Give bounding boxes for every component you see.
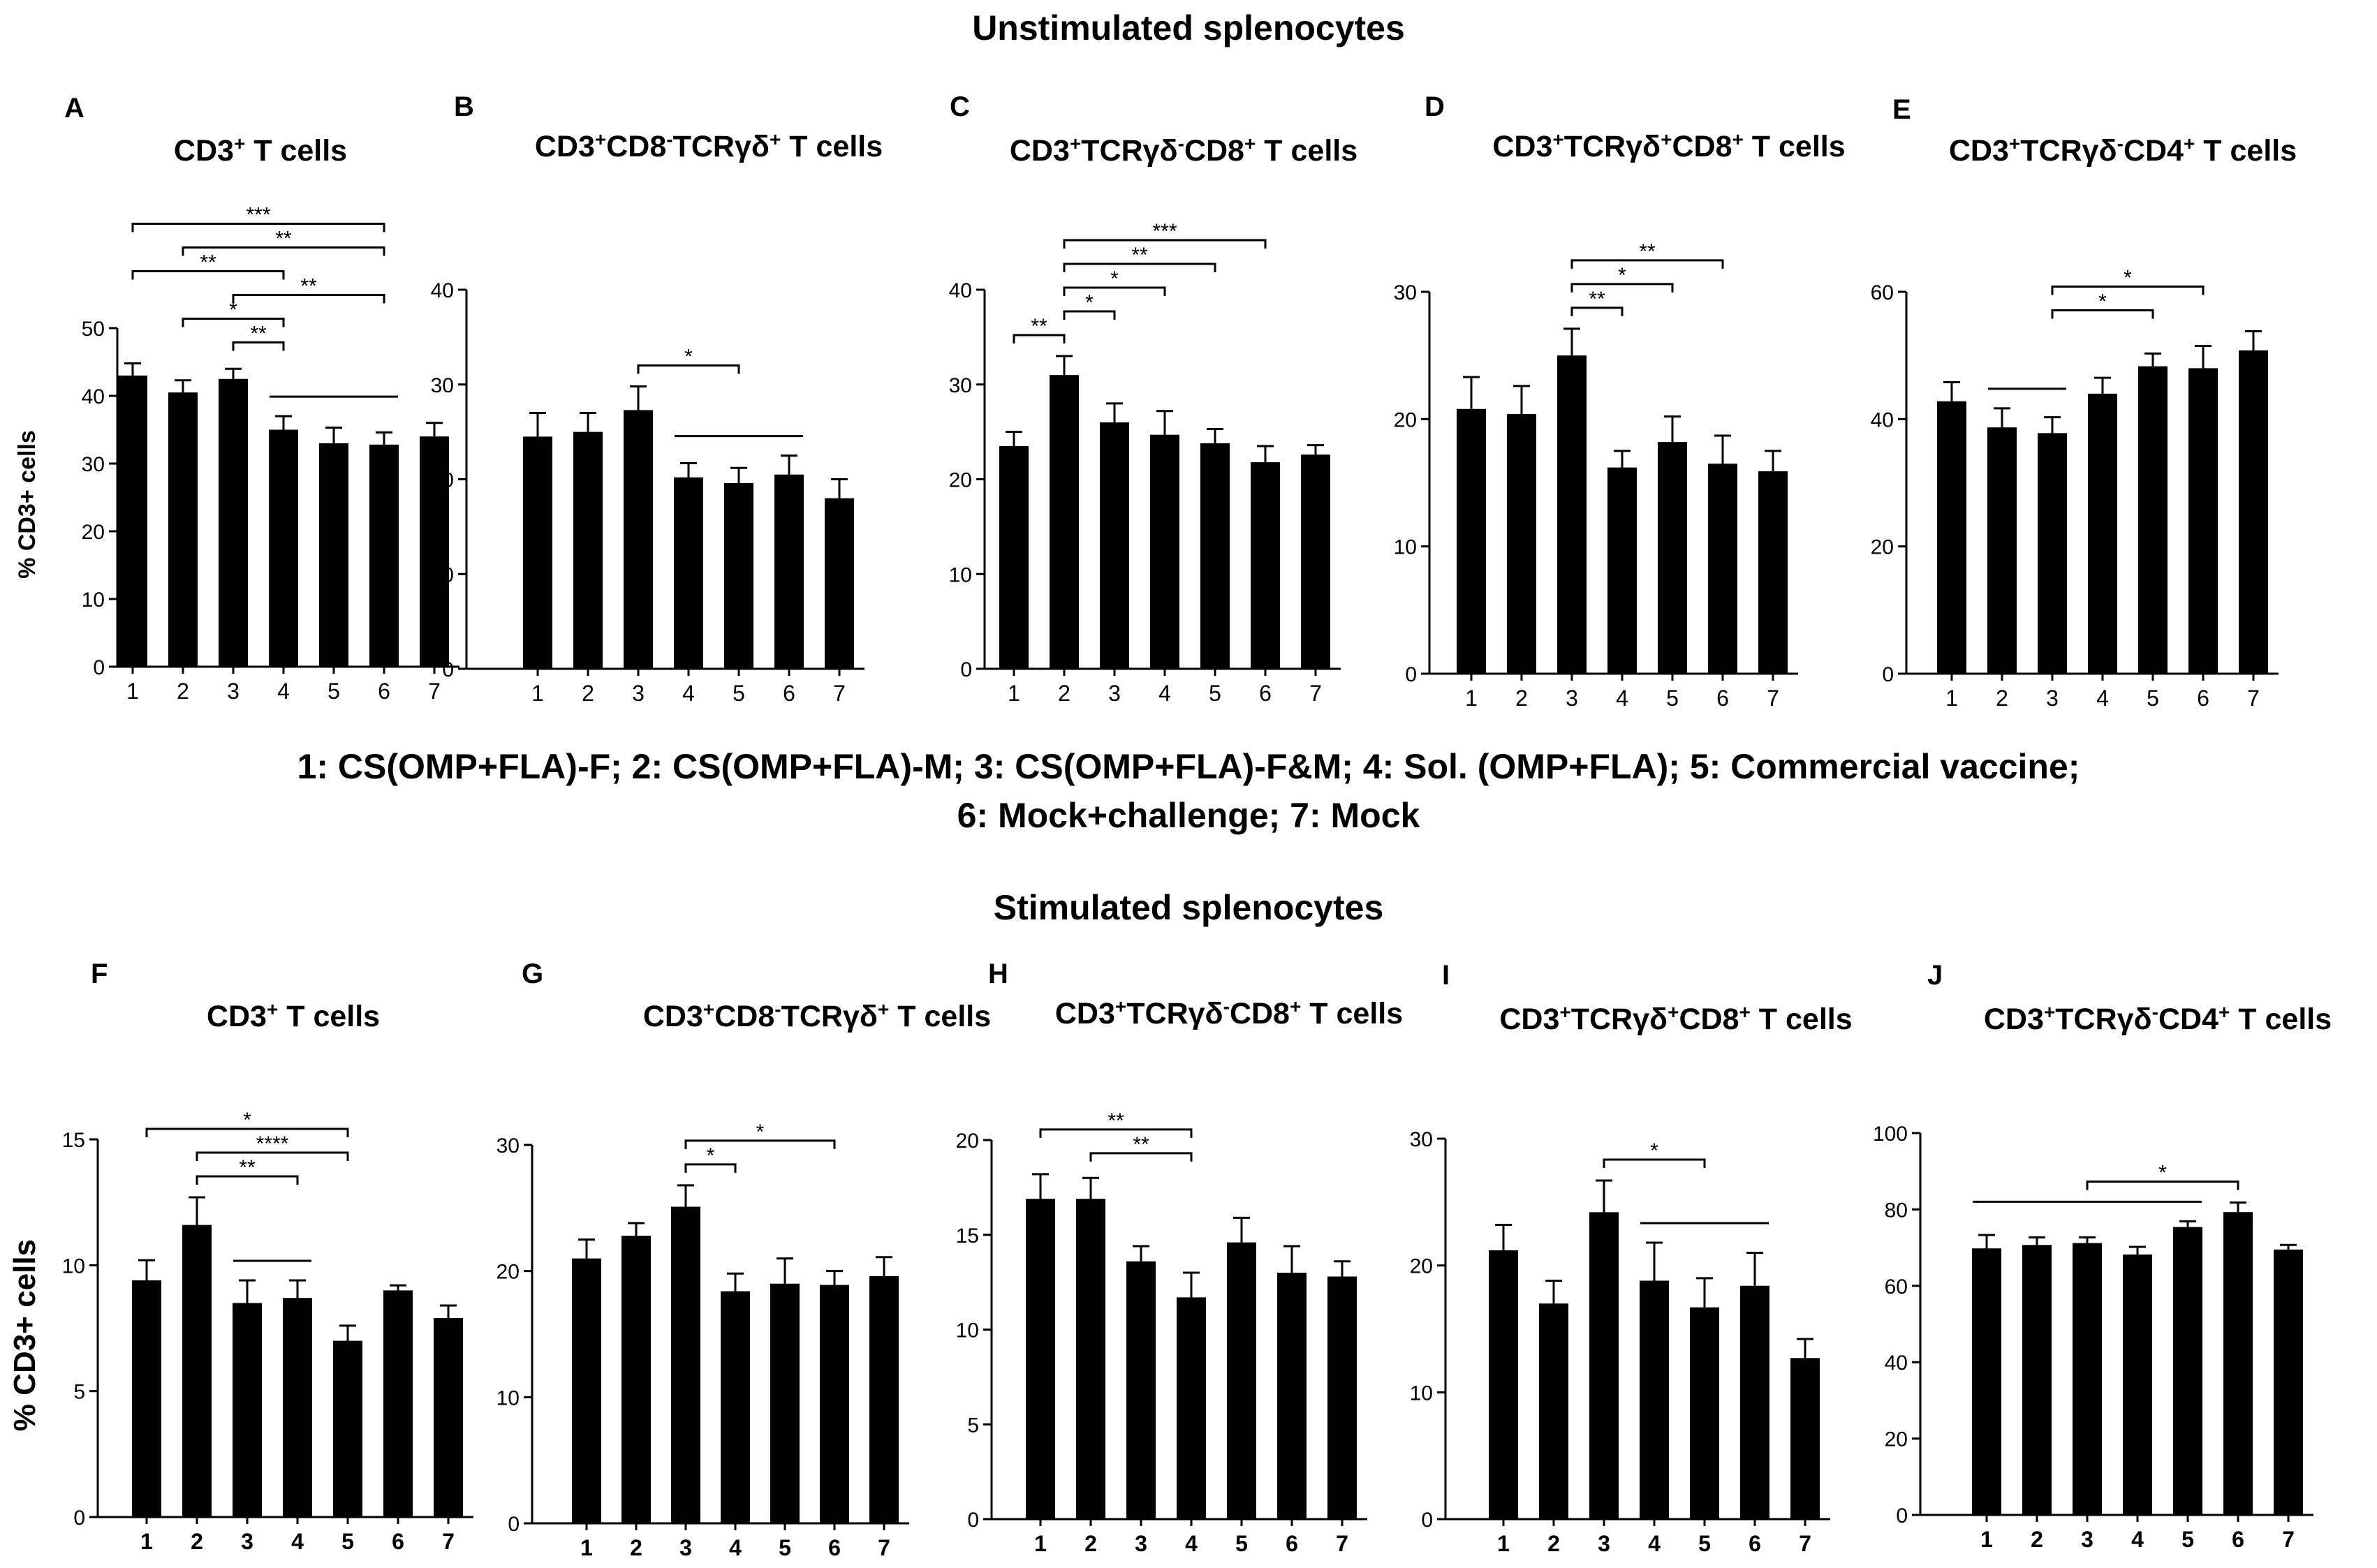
x-tick-label: 7 — [428, 679, 441, 704]
significance-label: * — [684, 345, 693, 369]
bar — [219, 379, 248, 667]
bar — [2022, 1245, 2052, 1515]
bar — [1301, 454, 1330, 669]
panel-b — [431, 91, 883, 706]
y-tick-label: 40 — [1884, 1352, 1908, 1375]
y-tick-label: 0 — [967, 1509, 979, 1532]
x-tick-label: 4 — [277, 679, 290, 704]
x-tick-label: 5 — [1235, 1531, 1248, 1556]
x-tick-label: 7 — [2247, 686, 2260, 711]
x-tick-label: 1 — [126, 679, 139, 704]
panel-h — [956, 959, 1404, 1556]
y-tick-label: 0 — [1421, 1509, 1433, 1532]
bar — [1690, 1308, 1719, 1519]
bar — [2038, 433, 2067, 674]
panel-letter: H — [988, 959, 1008, 989]
y-tick-label: 100 — [1872, 1123, 1908, 1146]
x-tick-label: 4 — [1185, 1531, 1198, 1556]
x-tick-label: 3 — [2081, 1527, 2093, 1552]
x-tick-label: 5 — [1666, 686, 1679, 711]
x-tick-label: 5 — [2181, 1527, 2194, 1552]
bar — [2223, 1212, 2253, 1515]
x-tick-label: 7 — [878, 1535, 890, 1560]
panel-title: CD3+CD8-TCRγδ+ T cells — [534, 128, 883, 163]
y-tick-label: 40 — [430, 279, 454, 302]
x-tick-label: 1 — [1465, 686, 1478, 711]
bar — [1607, 468, 1637, 674]
significance-label: ** — [239, 1155, 256, 1179]
x-tick-label: 3 — [1598, 1531, 1610, 1556]
bar — [118, 376, 147, 667]
group-legend-line-2: 6: Mock+challenge; 7: Mock — [957, 796, 1420, 835]
panel-title: CD3+TCRγδ-CD8+ T cells — [1009, 132, 1358, 168]
bar — [1026, 1199, 1055, 1519]
significance-label: ** — [1107, 1109, 1124, 1132]
x-tick-label: 1 — [580, 1535, 593, 1560]
y-tick-label: 10 — [948, 563, 972, 587]
y-tick-label: 40 — [1870, 408, 1894, 432]
x-tick-label: 6 — [2232, 1527, 2244, 1552]
bar — [674, 478, 703, 669]
bar — [1937, 401, 1966, 674]
bar — [721, 1292, 750, 1523]
panel-title: CD3+ T cells — [173, 132, 348, 168]
significance-label: ** — [300, 274, 317, 298]
significance-label: ** — [200, 251, 216, 274]
significance-label: * — [229, 298, 237, 322]
significance-label: ** — [1589, 287, 1605, 311]
significance-label: ** — [1031, 315, 1047, 339]
x-tick-label: 3 — [227, 679, 240, 704]
bar — [1177, 1297, 1206, 1519]
y-tick-label: 10 — [1409, 1382, 1433, 1405]
bar — [1200, 443, 1230, 669]
y-tick-label: 5 — [967, 1414, 979, 1437]
y-tick-label: 20 — [948, 468, 972, 492]
significance-label: ** — [1131, 244, 1148, 267]
x-tick-label: 1 — [140, 1529, 153, 1554]
bar — [2123, 1255, 2152, 1515]
y-tick-label: 0 — [93, 656, 105, 679]
bar — [1658, 442, 1687, 674]
bar — [573, 432, 603, 669]
y-tick-label: 0 — [1896, 1504, 1908, 1528]
bar — [1227, 1243, 1256, 1519]
y-tick-label: 50 — [81, 318, 105, 341]
panel-title: CD3+CD8-TCRγδ+ T cells — [642, 998, 992, 1033]
y-tick-label: 10 — [61, 1255, 85, 1278]
y-tick-label: 20 — [496, 1260, 520, 1284]
x-tick-label: 3 — [2046, 686, 2059, 711]
y-tick-label: 20 — [1409, 1255, 1433, 1278]
bar — [333, 1341, 362, 1517]
bar — [1708, 464, 1737, 674]
bar — [2073, 1243, 2102, 1515]
panel-d — [1394, 91, 1846, 711]
x-tick-label: 2 — [1515, 686, 1528, 711]
unstimulated-heading: Unstimulated splenocytes — [972, 8, 1405, 47]
bar — [774, 475, 804, 669]
bar — [1076, 1199, 1105, 1519]
significance-label: * — [2098, 290, 2107, 313]
panel-title: CD3+TCRγδ+CD8+ T cells — [1499, 1000, 1853, 1036]
x-tick-label: 7 — [442, 1529, 455, 1554]
y-tick-label: 0 — [1405, 663, 1417, 686]
panel-letter: E — [1892, 94, 1911, 125]
significance-label: *** — [246, 203, 271, 227]
y-tick-label: 30 — [948, 373, 972, 397]
x-tick-label: 2 — [1084, 1531, 1097, 1556]
y-tick-label: 30 — [81, 453, 105, 476]
bar — [621, 1236, 651, 1523]
x-tick-label: 6 — [392, 1529, 404, 1554]
significance-label: ** — [1133, 1132, 1149, 1156]
x-tick-label: 2 — [177, 679, 189, 704]
bar — [434, 1318, 463, 1517]
x-tick-label: 5 — [1698, 1531, 1711, 1556]
y-axis-label: % CD3+ cells — [8, 1238, 42, 1432]
x-tick-label: 4 — [1158, 681, 1171, 706]
panel-f — [8, 959, 473, 1554]
significance-label: ** — [275, 227, 292, 251]
significance-label: ** — [250, 322, 267, 346]
x-tick-label: 1 — [1034, 1531, 1047, 1556]
x-tick-label: 7 — [1309, 681, 1322, 706]
x-tick-label: 6 — [783, 681, 795, 706]
x-tick-label: 5 — [2147, 686, 2159, 711]
x-tick-label: 6 — [1749, 1531, 1761, 1556]
bar — [1126, 1262, 1156, 1519]
bar — [2138, 367, 2168, 674]
y-tick-label: 15 — [955, 1224, 979, 1248]
x-tick-label: 7 — [1799, 1531, 1811, 1556]
bar — [132, 1280, 161, 1517]
y-tick-label: 20 — [955, 1130, 979, 1153]
x-tick-label: 5 — [341, 1529, 354, 1554]
panel-e — [1871, 94, 2297, 711]
x-tick-label: 1 — [531, 681, 544, 706]
bar — [2188, 368, 2218, 674]
panel-letter: D — [1425, 91, 1445, 122]
panel-letter: F — [91, 959, 108, 989]
bar — [825, 498, 854, 669]
y-tick-label: 0 — [960, 658, 972, 681]
significance-label: * — [2158, 1161, 2167, 1185]
bar — [1277, 1273, 1307, 1519]
x-tick-label: 4 — [729, 1535, 742, 1560]
y-tick-label: 30 — [430, 373, 454, 397]
x-tick-label: 6 — [1286, 1531, 1298, 1556]
y-tick-label: 30 — [1409, 1128, 1433, 1151]
y-tick-label: 20 — [81, 521, 105, 544]
panel-c — [949, 91, 1358, 706]
y-tick-label: 15 — [61, 1129, 85, 1152]
bar — [820, 1285, 849, 1523]
x-tick-label: 4 — [2096, 686, 2109, 711]
x-tick-label: 1 — [1980, 1527, 1993, 1552]
bar — [671, 1207, 700, 1523]
significance-label: * — [1618, 263, 1626, 287]
panel-title: CD3+TCRγδ-CD4+ T cells — [1948, 132, 2297, 168]
group-legend-line-1: 1: CS(OMP+FLA)-F; 2: CS(OMP+FLA)-M; 3: CS(OMP+FLA)-F&M; 4: Sol. (OMP+FLA); 5: Commercial vaccine; — [297, 747, 2080, 786]
y-tick-label: 10 — [81, 589, 105, 612]
bar — [1150, 435, 1179, 669]
bar — [283, 1298, 312, 1517]
x-tick-label: 2 — [1547, 1531, 1560, 1556]
bar — [2088, 394, 2117, 674]
bar — [1790, 1358, 1820, 1519]
y-tick-label: 0 — [508, 1513, 520, 1536]
bar — [2274, 1250, 2303, 1515]
panel-a — [14, 93, 459, 704]
panel-letter: C — [950, 91, 970, 122]
bar — [1557, 355, 1587, 674]
panel-title: CD3+TCRγδ+CD8+ T cells — [1492, 128, 1846, 163]
x-tick-label: 1 — [1008, 681, 1020, 706]
panel-letter: J — [1927, 960, 1943, 991]
panel-title: CD3+ T cells — [206, 998, 381, 1033]
x-tick-label: 7 — [833, 681, 846, 706]
y-tick-label: 80 — [1884, 1199, 1908, 1222]
bar — [999, 446, 1029, 669]
y-tick-label: 40 — [81, 385, 105, 408]
y-tick-label: 0 — [73, 1507, 85, 1530]
x-tick-label: 6 — [1716, 686, 1729, 711]
y-axis-label: % CD3+ cells — [14, 430, 41, 579]
x-tick-label: 4 — [291, 1529, 304, 1554]
significance-label: * — [243, 1108, 251, 1132]
significance-label: * — [1085, 291, 1094, 315]
x-tick-label: 6 — [2197, 686, 2209, 711]
significance-label: * — [1110, 267, 1119, 291]
y-tick-label: 60 — [1884, 1275, 1908, 1299]
panel-i — [1410, 960, 1853, 1556]
bar — [1050, 375, 1079, 669]
bar — [269, 430, 298, 667]
x-tick-label: 2 — [191, 1529, 203, 1554]
y-tick-label: 0 — [1882, 663, 1894, 686]
y-tick-label: 20 — [1870, 535, 1894, 559]
significance-label: ** — [1639, 239, 1656, 263]
y-tick-label: 5 — [73, 1380, 85, 1404]
bar — [2173, 1227, 2202, 1515]
x-tick-label: 5 — [1209, 681, 1221, 706]
panel-letter: B — [454, 91, 474, 122]
bar — [1539, 1303, 1568, 1519]
bar — [572, 1259, 601, 1523]
x-tick-label: 3 — [1108, 681, 1121, 706]
bar — [2239, 350, 2268, 674]
x-tick-label: 7 — [2282, 1527, 2295, 1552]
bar — [233, 1303, 262, 1517]
bar — [770, 1284, 800, 1523]
y-tick-label: 10 — [955, 1319, 979, 1343]
y-tick-label: 20 — [1393, 408, 1417, 432]
bar — [1589, 1212, 1619, 1519]
bar — [1987, 427, 2017, 674]
bar — [1457, 409, 1486, 674]
stimulated-heading: Stimulated splenocytes — [993, 888, 1384, 927]
x-tick-label: 2 — [1996, 686, 2008, 711]
x-tick-label: 4 — [1616, 686, 1628, 711]
y-tick-label: 10 — [1393, 535, 1417, 559]
x-tick-label: 7 — [1767, 686, 1779, 711]
x-tick-label: 5 — [328, 679, 340, 704]
bar — [168, 392, 198, 667]
significance-label: * — [1650, 1139, 1658, 1162]
bar — [724, 483, 753, 669]
bar — [182, 1225, 212, 1517]
y-tick-label: 10 — [496, 1386, 520, 1410]
bar — [869, 1276, 899, 1523]
x-tick-label: 1 — [1497, 1531, 1510, 1556]
x-tick-label: 6 — [828, 1535, 841, 1560]
panel-title: CD3+TCRγδ-CD4+ T cells — [1983, 1000, 2332, 1036]
significance-label: *** — [1152, 220, 1177, 244]
bar — [319, 443, 348, 667]
y-tick-label: 20 — [430, 468, 454, 492]
x-tick-label: 3 — [1135, 1531, 1147, 1556]
bar — [1640, 1280, 1669, 1519]
x-tick-label: 4 — [682, 681, 695, 706]
x-tick-label: 4 — [2131, 1527, 2144, 1552]
significance-label: * — [2124, 266, 2132, 290]
y-tick-label: 20 — [1884, 1428, 1908, 1451]
bar — [1100, 422, 1129, 669]
x-tick-label: 4 — [1648, 1531, 1661, 1556]
bar — [1489, 1250, 1518, 1519]
bar — [523, 436, 552, 669]
bar — [1507, 414, 1536, 674]
y-tick-label: 40 — [948, 279, 972, 302]
bar — [369, 445, 399, 667]
bar — [624, 410, 653, 669]
significance-label: * — [756, 1120, 765, 1144]
panel-j — [1873, 960, 2332, 1552]
bar — [1758, 471, 1788, 674]
x-tick-label: 5 — [733, 681, 745, 706]
x-tick-label: 2 — [630, 1535, 642, 1560]
x-tick-label: 7 — [1336, 1531, 1348, 1556]
x-tick-label: 1 — [1945, 686, 1958, 711]
y-tick-label: 10 — [430, 563, 454, 587]
x-tick-label: 5 — [779, 1535, 791, 1560]
bar — [1740, 1286, 1769, 1519]
panel-g — [496, 959, 992, 1560]
y-tick-label: 30 — [1393, 281, 1417, 304]
significance-label: **** — [256, 1132, 289, 1155]
x-tick-label: 6 — [1259, 681, 1272, 706]
bar — [383, 1290, 413, 1517]
bar — [1327, 1276, 1357, 1519]
y-tick-label: 30 — [496, 1134, 520, 1157]
x-tick-label: 2 — [582, 681, 594, 706]
panel-title: CD3+TCRγδ-CD8+ T cells — [1054, 995, 1404, 1030]
bar — [1972, 1248, 2001, 1515]
panel-letter: G — [522, 959, 544, 989]
significance-label: * — [706, 1144, 715, 1167]
y-tick-label: 60 — [1870, 281, 1894, 304]
x-tick-label: 6 — [378, 679, 390, 704]
x-tick-label: 2 — [2031, 1527, 2043, 1552]
panel-letter: I — [1442, 960, 1450, 991]
x-tick-label: 3 — [1566, 686, 1578, 711]
x-tick-label: 3 — [241, 1529, 253, 1554]
x-tick-label: 2 — [1058, 681, 1070, 706]
bar — [1251, 462, 1280, 669]
y-tick-label: 0 — [442, 658, 454, 681]
x-tick-label: 3 — [632, 681, 645, 706]
panel-letter: A — [64, 93, 84, 124]
x-tick-label: 3 — [679, 1535, 692, 1560]
